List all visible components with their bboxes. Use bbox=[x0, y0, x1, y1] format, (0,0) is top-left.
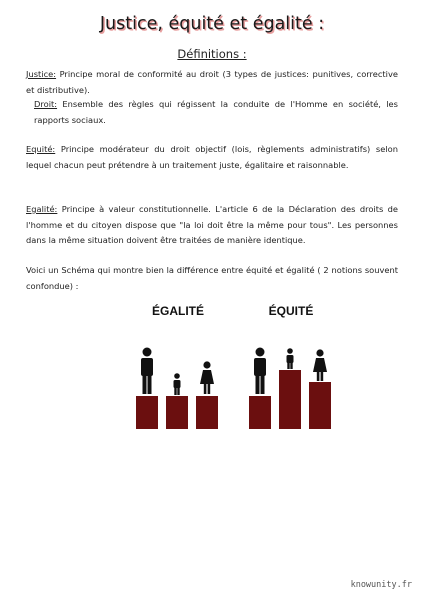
droit-definition bbox=[34, 97, 398, 128]
equite-pedestal-woman bbox=[309, 382, 331, 429]
woman-figure bbox=[200, 361, 214, 394]
definitions-heading: Définitions : bbox=[177, 47, 247, 61]
schema-intro: Voici un Schéma qui montre bien la différence entre équité et égalité ( 2 notions souvent confondue) : bbox=[26, 265, 398, 291]
justice-term: Justice: bbox=[26, 69, 57, 79]
tall-man-figure bbox=[141, 348, 153, 395]
equite-definition bbox=[26, 142, 398, 173]
equite-pedestal-tall bbox=[249, 396, 271, 429]
justice-definition bbox=[26, 67, 398, 98]
equality-equity-diagram bbox=[0, 300, 424, 450]
child-figure bbox=[174, 373, 181, 395]
egalite-term: Egalité: bbox=[26, 204, 58, 214]
droit-text: Ensemble des règles qui régissent la conduite de l'Homme en société, les rapports sociaux. bbox=[34, 99, 398, 125]
page-title: Justice, équité et égalité : bbox=[99, 14, 325, 34]
child-figure bbox=[287, 348, 294, 369]
tall-man-figure bbox=[254, 348, 266, 395]
justice-text: Principe moral de conformité au droit (3 types de justices: punitives, corrective et distributive). bbox=[26, 69, 398, 95]
equite-group bbox=[249, 348, 331, 430]
egalite-text: Principe à valeur constitutionnelle. L'article 6 de la Déclaration des droits de l'homme et du citoyen dispose que "la loi doit être la même pour tous". Les personnes dans la même situation doivent être traitées de manière identique. bbox=[26, 204, 398, 245]
equite-text: Principe modérateur du droit objectif (lois, règlements administratifs) selon lequel chacun peut prétendre à un traitement juste, égalitaire et raisonnable. bbox=[26, 144, 398, 170]
knowunity-watermark: knowunity.fr bbox=[350, 580, 412, 590]
woman-figure bbox=[313, 349, 327, 381]
droit-term: Droit: bbox=[34, 99, 58, 109]
egalite-label: ÉGALITÉ bbox=[151, 304, 205, 318]
equite-term: Equité: bbox=[26, 144, 56, 154]
egalite-pedestal-woman bbox=[196, 396, 218, 429]
egalite-definition bbox=[26, 202, 398, 249]
equite-pedestal-child bbox=[279, 370, 301, 429]
egalite-group bbox=[136, 348, 218, 430]
egalite-pedestal-child bbox=[166, 396, 188, 429]
egalite-pedestal-tall bbox=[136, 396, 158, 429]
equite-label: ÉQUITÉ bbox=[268, 304, 314, 318]
